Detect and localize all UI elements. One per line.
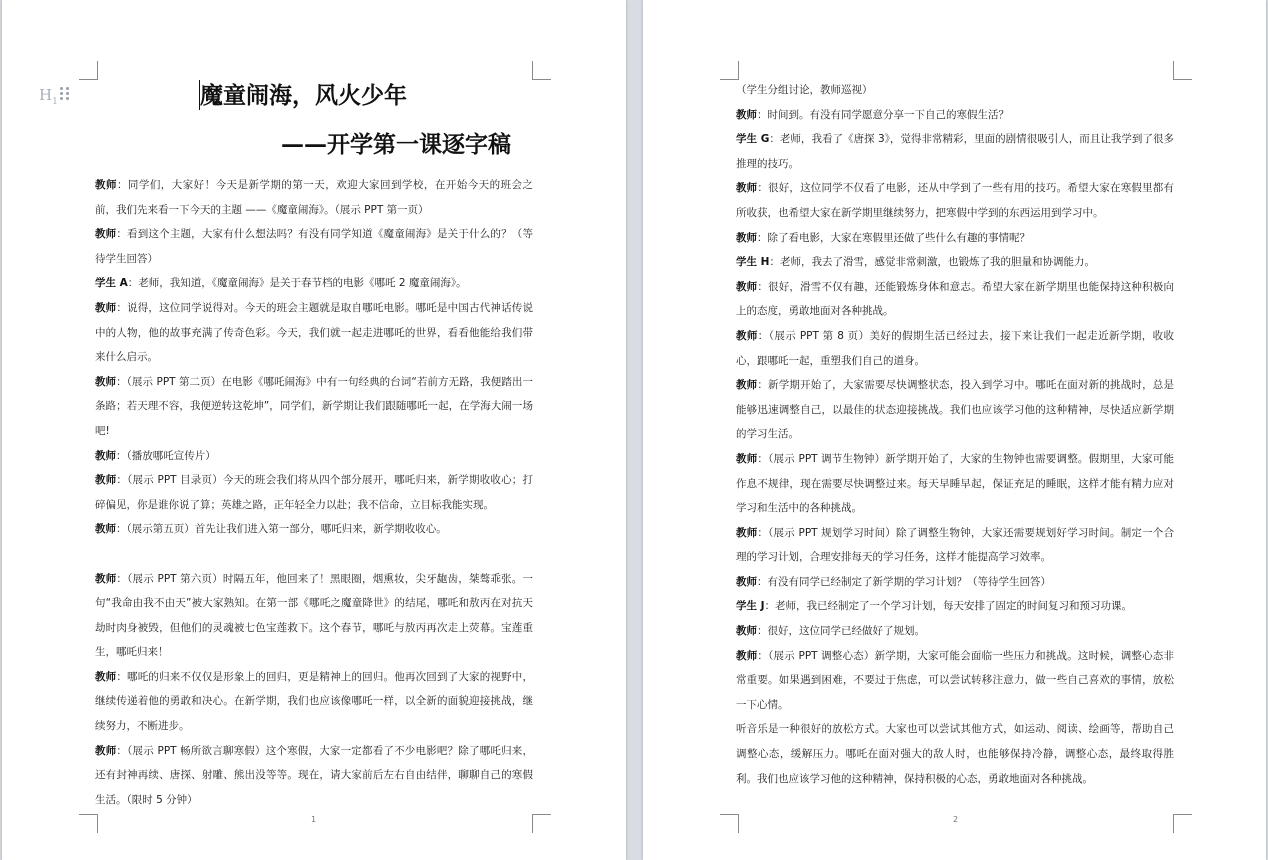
speaker-label: 教师 [736, 625, 757, 638]
speaker-label: 学生 A [95, 277, 128, 290]
document-page-2[interactable] [643, 0, 1266, 860]
paragraph-text: ：（展示 PPT 第二页）在电影《哪吒闹海》中有一句经典的台词“若前方无路，我便踏出一条路；若天理不容，我便逆转这乾坤”，同学们，新学期让我们跟随哪吒一起，在学海大闹一场吧! [95, 375, 533, 437]
speaker-label: 教师 [736, 329, 758, 342]
paragraph-text: ：很好，滑雪不仅有趣，还能锻炼身体和意志。希望大家在新学期里也能保持这种积极向上的态度，勇敢地面对各种挑战。 [736, 280, 1174, 318]
paragraph-text: ：老师，我看了《唐探 3》，觉得非常精彩，里面的剧情很吸引人，而且让我学到了很多推理的技巧。 [736, 133, 1174, 170]
paragraph-text: ：同学们，大家好！今天是新学期的第一天，欢迎大家回到学校，在开始今天的班会之前，我们先来看一下今天的主题 ——《魔童闹海》。（展示 PPT 第一页） [95, 179, 534, 216]
speaker-label: 教师 [736, 379, 758, 392]
paragraph[interactable] [95, 739, 533, 813]
paragraph[interactable] [736, 127, 1174, 176]
speaker-label: 教师 [95, 375, 117, 388]
paragraph-text: ：除了看电影，大家在寒假里还做了些什么有趣的事情呢？ [757, 231, 1030, 244]
margin-corner-bottom-right [532, 814, 551, 833]
speaker-label: 教师 [95, 572, 117, 585]
paragraph[interactable] [736, 594, 1174, 619]
paragraph-text: ：（展示 PPT 第六页）时隔五年，他回来了！黑眼圈，烟熏妆，尖牙龅齿，桀骜乖张。一句“我命由我不由天”被大家熟知。在第一部《哪吒之魔童降世》的结尾，哪吒和敖丙在对抗天劫时肉身被毁，但他们的灵魂被七色宝莲救下。这个春节，哪吒与敖丙再次走上荧幕。宝莲重生，哪吒归来！ [95, 572, 533, 659]
paragraph[interactable] [736, 570, 1174, 595]
paragraph-text: ：（展示第五页）首先让我们进入第一部分，哪吒归来，新学期收收心。 [116, 523, 447, 536]
paragraph[interactable] [736, 521, 1174, 570]
paragraph-text: ：很好，这位同学已经做好了规划。 [757, 625, 925, 638]
paragraph-text: ：老师，我已经制定了一个学习计划，每天安排了固定的时间复习和预习功课。 [764, 600, 1133, 613]
speaker-label: 教师 [95, 523, 116, 536]
paragraph-text: ：新学期开始了，大家需要尽快调整状态，投入到学习中。哪吒在面对新的挑战时，总是能够迅速调整自己，以最佳的状态迎接挑战。我们也应该学习他的这种精神，尽快适应新学期的学习生活。 [736, 379, 1174, 441]
page-1-body[interactable] [95, 173, 533, 812]
drag-handle-icon[interactable] [59, 86, 71, 102]
speaker-label: 教师 [95, 670, 117, 683]
paragraph[interactable] [95, 296, 533, 370]
speaker-label: 教师 [736, 575, 757, 588]
paragraph-text: ：（播放哪吒宣传片） [116, 449, 216, 462]
document-page-1[interactable] [2, 0, 626, 860]
paragraph-text: ：（展示 PPT 调整心态）新学期，大家可能会面临一些压力和挑战。这时候，调整心态非常重要。如果遇到困难，不要过于焦虑，可以尝试转移注意力，做一些自己喜欢的事情，放松一下心情。 [736, 649, 1174, 711]
speaker-label: 教师 [736, 182, 758, 195]
paragraph[interactable] [736, 275, 1174, 324]
document-subtitle[interactable]: ——开学第一课逐字稿 [281, 131, 511, 158]
speaker-label: 教师 [736, 526, 758, 539]
margin-corner-bottom-left [79, 814, 98, 833]
page-number: 1 [311, 815, 317, 824]
paragraph-text: ：有没有同学已经制定了新学期的学习计划？（等待学生回答） [757, 575, 1051, 588]
speaker-label: 教师 [736, 231, 757, 244]
paragraph-text: ：老师，我知道，《魔童闹海》是关于春节档的电影《哪吒 2 魔童闹海》。 [127, 277, 467, 290]
paragraph-text: ：说得，这位同学说得对。今天的班会主题就是取自哪吒电影。哪吒是中国古代神话传说中的人物，他的故事充满了传奇色彩。今天，我们就一起走进哪吒的世界，看看他能给我们带来什么启示。 [95, 301, 533, 364]
paragraph[interactable] [736, 619, 1174, 644]
heading-style-icon[interactable]: $H_1$ [39, 86, 58, 107]
page-number: 2 [953, 815, 959, 824]
paragraph[interactable] [736, 373, 1174, 447]
speaker-label: 学生 J [736, 600, 765, 613]
paragraph[interactable] [736, 250, 1174, 275]
paragraph[interactable] [95, 222, 533, 271]
speaker-label: 教师 [736, 280, 758, 293]
paragraph[interactable] [95, 444, 533, 469]
speaker-label: 教师 [95, 301, 117, 314]
paragraph-text: （学生分组讨论，教师巡视） [736, 84, 873, 96]
paragraph-text: ：看到这个主题，大家有什么想法吗？有没有同学知道《魔童闹海》是关于什么的？（等待学生回答） [95, 228, 533, 265]
page-2-body[interactable] [736, 78, 1174, 791]
paragraph[interactable] [95, 665, 533, 739]
paragraph-text: ：（展示 PPT 规划学习时间）除了调整生物钟，大家还需要规划好学习时间。制定一个合理的学习计划，合理安排每天的学习任务，这样才能提高学习效率。 [736, 526, 1174, 564]
speaker-label: 教师 [95, 228, 117, 241]
paragraph-text: ：（展示 PPT 第 8 页）美好的假期生活已经过去，接下来让我们一起走近新学期，收收心，跟哪吒一起，重塑我们自己的道身。 [736, 329, 1175, 367]
paragraph[interactable] [736, 226, 1174, 251]
paragraph-text: ：哪吒的归来不仅仅是形象上的回归，更是精神上的回归。他再次回到了大家的视野中，继续传递着他的勇敢和决心。在新学期，我们也应该像哪吒一样，以全新的面貌迎接挑战，继续努力，不断进步。 [95, 670, 533, 733]
paragraph-text: 听音乐是一种很好的放松方式。大家也可以尝试其他方式，如运动、阅读、绘画等，帮助自己调整心态，缓解压力。哪吒在面对强大的敌人时，也能够保持冷静，调整心态，最终取得胜利。我们也应该学习他的这种精神，保持积极的心态，勇敢地面对各种挑战。 [736, 723, 1174, 785]
speaker-label: 教师 [736, 649, 758, 662]
paragraph-text: ：时间到。有没有同学愿意分享一下自己的寒假生活？ [757, 108, 1009, 121]
margin-corner-bottom-right [1173, 814, 1192, 833]
paragraph[interactable] [736, 176, 1174, 225]
paragraph-text: ：很好，这位同学不仅看了电影，还从中学到了一些有用的技巧。希望大家在寒假里都有所收获，也希望大家在新学期里继续努力，把寒假中学到的东西运用到学习中。 [736, 182, 1174, 219]
paragraph-text: ：（展示 PPT 目录页）今天的班会我们将从四个部分展开，哪吒归来，新学期收收心；打碎偏见，你是谁你说了算；英雄之路，正年轻全力以赴；我不信命，立目标我能实现。 [95, 474, 533, 511]
paragraph[interactable] [95, 517, 533, 542]
speaker-label: 教师 [736, 108, 757, 121]
paragraph-text: ：（展示 PPT 调节生物钟）新学期开始了，大家的生物钟也需要调整。假期里，大家可能作息不规律，现在需要尽快调整过来。每天早睡早起，保证充足的睡眠，这样才能有精力应对学习和生活中的各种挑战。 [736, 452, 1174, 515]
paragraph-text: ：（展示 PPT 畅所欲言聊寒假）这个寒假，大家一定都看了不少电影吧？除了哪吒归来，还有封神再续、唐探、射雕、熊出没等等。现在，请大家前后左右自由结伴，聊聊自己的寒假生活。（限时 5 分钟） [95, 744, 533, 806]
paragraph[interactable] [736, 717, 1174, 791]
paragraph[interactable] [95, 542, 533, 567]
speaker-label: 教师 [95, 474, 117, 487]
paragraph[interactable] [95, 468, 533, 517]
speaker-label: 学生 G [736, 133, 770, 146]
paragraph[interactable] [95, 567, 533, 665]
paragraph[interactable] [95, 271, 533, 296]
paragraph[interactable] [736, 644, 1174, 718]
document-title[interactable]: 魔童闹海，风火少年 [200, 82, 407, 109]
paragraph[interactable] [736, 103, 1174, 128]
speaker-label: 教师 [95, 179, 117, 191]
paragraph[interactable] [95, 370, 533, 444]
paragraph[interactable] [736, 324, 1174, 373]
margin-corner-top-right [532, 61, 551, 80]
paragraph[interactable] [95, 173, 533, 222]
speaker-label: 教师 [95, 744, 117, 757]
speaker-label: 教师 [95, 449, 116, 462]
margin-corner-top-left [79, 61, 98, 80]
speaker-label: 教师 [736, 452, 758, 465]
margin-corner-bottom-left [720, 814, 739, 833]
margin-corner-top-right [1173, 61, 1192, 80]
paragraph[interactable] [736, 447, 1174, 521]
paragraph-text: ：老师，我去了滑雪，感觉非常刺激，也锻炼了我的胆量和协调能力。 [769, 256, 1095, 269]
paragraph[interactable] [736, 78, 1174, 103]
speaker-label: 学生 H [736, 256, 770, 269]
